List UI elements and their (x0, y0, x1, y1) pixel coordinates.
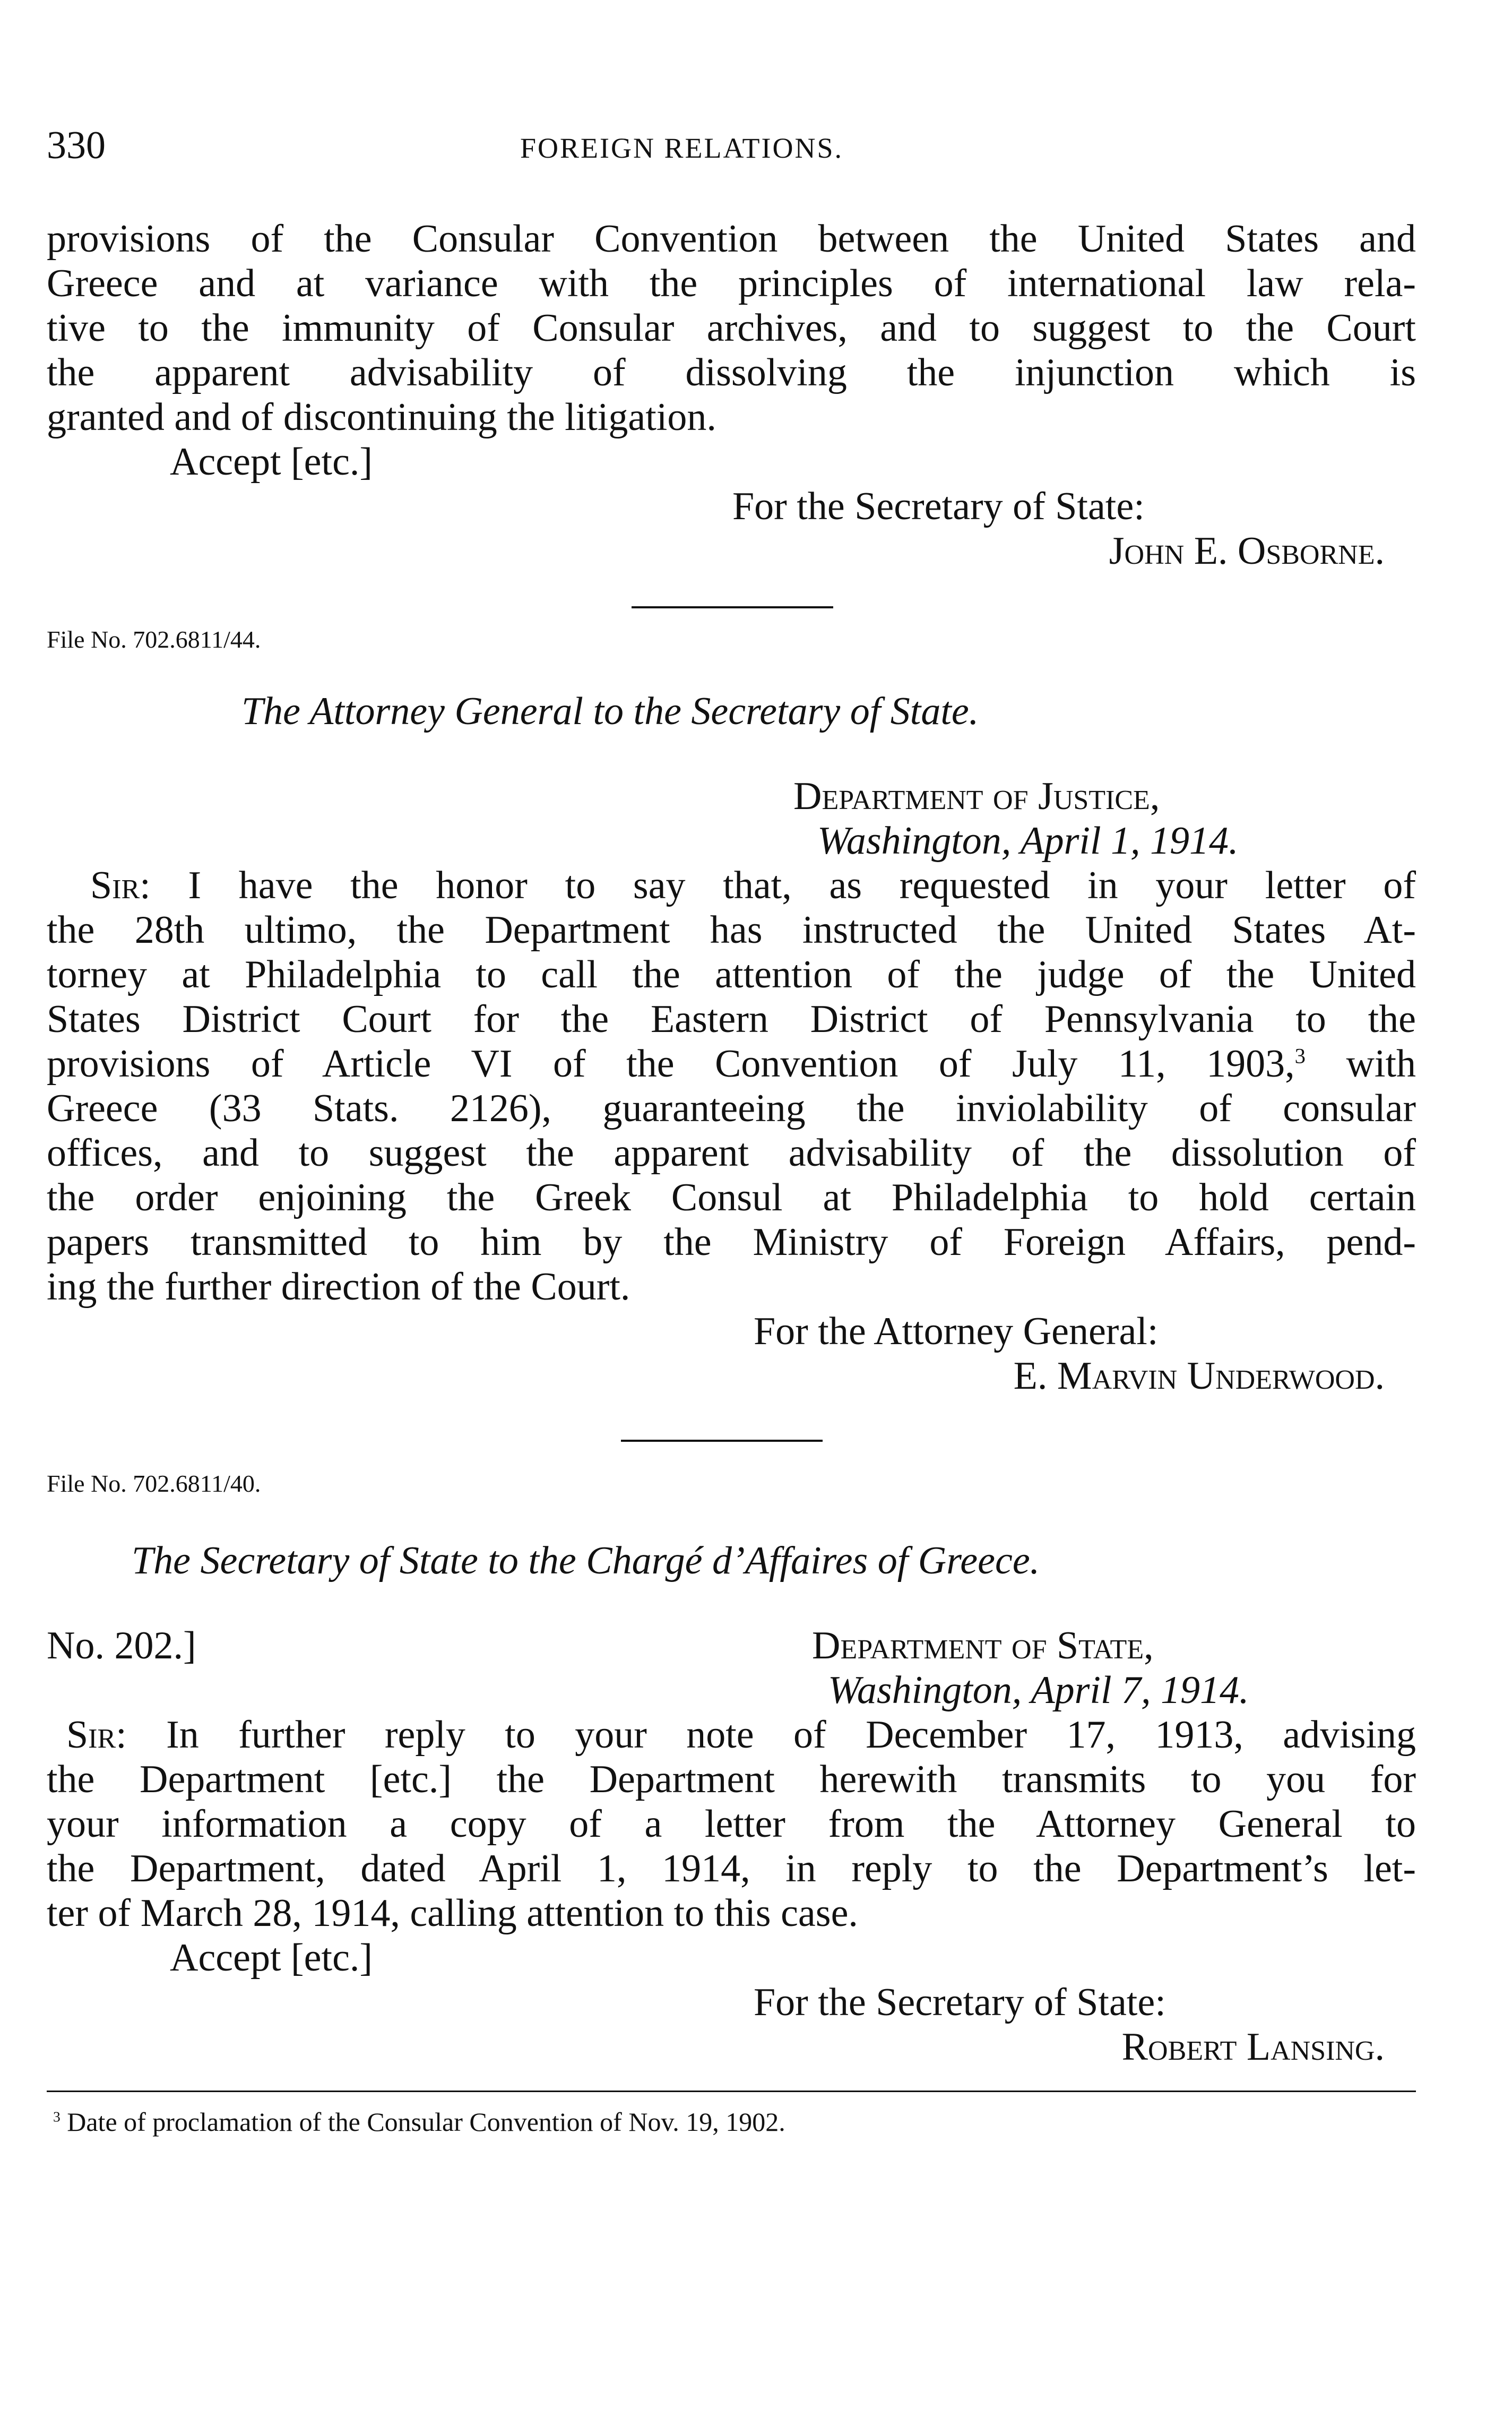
department: Department of State, (812, 1624, 1154, 1667)
text-line: Greece and at variance with the principles of international law rela- (47, 262, 1416, 305)
text-line: papers transmitted to him by the Ministry of Foreign Affairs, pend- (47, 1220, 1416, 1264)
footnote: $^3$ Date of proclamation of the Consular Convention of Nov. 19, 1902. (53, 2107, 785, 2137)
place-date: Washington, April 7, 1914. (828, 1668, 1249, 1712)
closing: Accept [etc.] (170, 440, 373, 484)
text-line: torney at Philadelphia to call the attention of the judge of the United (47, 953, 1416, 996)
text-line: the order enjoining the Greek Consul at Philadelphia to hold certain (47, 1176, 1416, 1219)
text-line: States District Court for the Eastern District of Pennsylvania to the (47, 997, 1416, 1041)
running-title: FOREIGN RELATIONS. (520, 132, 844, 164)
signoff: For the Secretary of State: (754, 1981, 1166, 2024)
letter-title: The Secretary of State to the Chargé d’Affaires of Greece. (132, 1539, 1040, 1582)
signatory: John E. Osborne. (1109, 529, 1385, 573)
letter-title: The Attorney General to the Secretary of State. (241, 690, 979, 733)
text-line: ing the further direction of the Court. (47, 1265, 630, 1309)
text-line: Greece (33 Stats. 2126), guaranteeing the inviolability of consular (47, 1087, 1416, 1130)
signatory: Robert Lansing. (1121, 2025, 1385, 2069)
text-line: tive to the immunity of Consular archives, and to suggest to the Court (47, 306, 1416, 350)
separator-rule (621, 1440, 823, 1442)
page-number: 330 (47, 124, 106, 167)
closing: Accept [etc.] (170, 1936, 373, 1980)
text-line: the Department, dated April 1, 1914, in reply to the Department’s let- (47, 1847, 1416, 1890)
department: Department of Justice, (793, 775, 1160, 818)
signoff: For the Secretary of State: (732, 485, 1145, 528)
text-line: provisions of the Consular Convention between the United States and (47, 217, 1416, 261)
salutation: Sir: (66, 1713, 127, 1757)
signatory: E. Marvin Underwood. (1013, 1354, 1385, 1398)
text-line: offices, and to suggest the apparent advisability of the dissolution of (47, 1131, 1416, 1175)
document-number: No. 202.] (47, 1624, 196, 1667)
text-line: provisions of Article VI of the Convention of July 11, 1903,$^3$ with (47, 1042, 1416, 1086)
signoff: For the Attorney General: (754, 1310, 1159, 1353)
salutation: Sir: (90, 864, 151, 907)
footnote-ref: 3 (1294, 1044, 1306, 1068)
footnote-marker: 3 (53, 2108, 61, 2125)
text-line: the apparent advisability of dissolving the injunction which is (47, 351, 1416, 394)
separator-rule (632, 606, 833, 608)
text-line: your information a copy of a letter from the Attorney General to (47, 1802, 1416, 1846)
text-line: Sir: I have the honor to say that, as requested in your letter of (90, 864, 1416, 907)
file-number: File No. 702.6811/40. (47, 1470, 261, 1497)
text-line: ter of March 28, 1914, calling attention to this case. (47, 1891, 858, 1935)
text-line: the 28th ultimo, the Department has instructed the United States At- (47, 908, 1416, 952)
footnote-rule (47, 2091, 1416, 2092)
text-line: granted and of discontinuing the litigation. (47, 395, 716, 439)
text-line: Sir: In further reply to your note of December 17, 1913, advising (66, 1713, 1416, 1757)
file-number: File No. 702.6811/44. (47, 626, 261, 653)
place-date: Washington, April 1, 1914. (817, 819, 1239, 863)
text-line: the Department [etc.] the Department herewith transmits to you for (47, 1758, 1416, 1801)
